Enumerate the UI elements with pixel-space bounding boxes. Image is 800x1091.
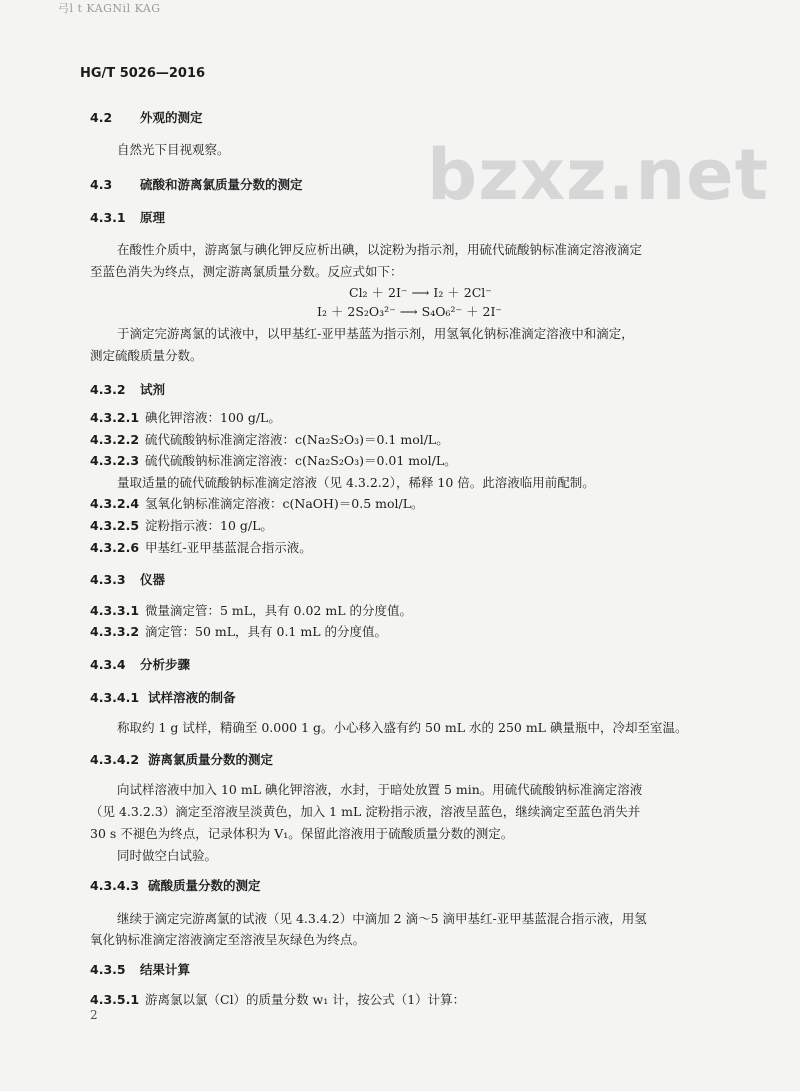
reaction-equation-2: I₂ ＋ 2S₂O₃²⁻ ⟶ S₄O₆²⁻ ＋ 2I⁻ xyxy=(317,304,503,319)
section-number: 4.3.2 xyxy=(90,382,126,397)
calculation-item xyxy=(90,990,465,1008)
section-title: 硫酸和游离氯质量分数的测定 xyxy=(140,177,303,192)
free-chlorine-text-line: 同时做空白试验。 xyxy=(117,848,218,863)
free-chlorine-text-line: 30 s 不褪色为终点，记录体积为 V₁。保留此溶液用于硫酸质量分数的测定。 xyxy=(90,826,514,841)
section-number: 4.3.4 xyxy=(90,657,126,672)
sample-prep-text: 称取约 1 g 试样，精确至 0.000 1 g。小心移入盛有约 50 mL 水的 250 mL 碘量瓶中，冷却至室温。 xyxy=(117,720,688,735)
item-text: 量取适量的硫代硫酸钠标准滴定溶液（见 4.3.2.2），稀释 10 倍。此溶液临用前配制。 xyxy=(117,475,595,490)
section-4-3-4-2-heading xyxy=(90,750,273,768)
item-text: 氢氧化钠标准滴定溶液：c(NaOH)＝0.5 mol/L。 xyxy=(145,496,424,511)
item-text: 游离氯以氯（Cl）的质量分数 w₁ 计，按公式（1）计算： xyxy=(145,992,466,1007)
section-4-3-4-3-heading xyxy=(90,876,261,894)
reagent-item xyxy=(90,516,273,534)
item-number: 4.3.2.5 xyxy=(90,518,140,533)
section-number: 4.3.4.1 xyxy=(90,690,140,705)
reagent-item-note xyxy=(117,473,595,491)
section-number: 4.2 xyxy=(90,110,113,125)
apparatus-item xyxy=(90,601,412,619)
section-title: 硫酸质量分数的测定 xyxy=(148,878,261,893)
section-number: 4.3.4.2 xyxy=(90,752,140,767)
section-4-2-text: 自然光下目视观察。 xyxy=(117,142,230,157)
principle-paragraph-line: 至蓝色消失为终点，测定游离氯质量分数。反应式如下： xyxy=(90,264,403,279)
reagent-item xyxy=(90,538,312,556)
item-text: 微量滴定管：5 mL，具有 0.02 mL 的分度值。 xyxy=(145,603,412,618)
item-number: 4.3.3.1 xyxy=(90,603,140,618)
page-number: 2 xyxy=(90,1008,98,1022)
item-number: 4.3.2.2 xyxy=(90,432,140,447)
section-number: 4.3.5 xyxy=(90,962,126,977)
section-4-3-4-1-heading xyxy=(90,688,236,706)
sulfuric-acid-text-line: 氧化钠标准滴定溶液滴定至溶液呈灰绿色为终点。 xyxy=(90,932,366,947)
section-title: 外观的测定 xyxy=(140,110,203,125)
item-text: 滴定管：50 mL，具有 0.1 mL 的分度值。 xyxy=(145,624,387,639)
item-text: 硫代硫酸钠标准滴定溶液：c(Na₂S₂O₃)＝0.1 mol/L。 xyxy=(145,432,449,447)
item-number: 4.3.2.4 xyxy=(90,496,140,511)
reaction-equation-1: Cl₂ ＋ 2I⁻ ⟶ I₂ ＋ 2Cl⁻ xyxy=(349,285,492,300)
item-text: 淀粉指示液：10 g/L。 xyxy=(145,518,273,533)
apparatus-item xyxy=(90,622,387,640)
item-number: 4.3.2.3 xyxy=(90,453,140,468)
section-4-3-3-heading xyxy=(90,570,165,588)
reagent-item xyxy=(90,494,424,512)
watermark: bzxz.net xyxy=(427,134,770,216)
section-title: 游离氯质量分数的测定 xyxy=(148,752,274,767)
section-title: 试剂 xyxy=(140,382,166,397)
section-4-2-heading xyxy=(90,108,203,126)
item-number: 4.3.2.1 xyxy=(90,410,140,425)
section-title: 结果计算 xyxy=(140,962,191,977)
section-4-3-5-heading xyxy=(90,960,190,978)
reagent-item xyxy=(90,408,281,426)
free-chlorine-text-line: 向试样溶液中加入 10 mL 碘化钾溶液，水封，于暗处放置 5 min。用硫代硫酸钠标准滴定溶液 xyxy=(117,782,643,797)
item-text: 硫代硫酸钠标准滴定溶液：c(Na₂S₂O₃)＝0.01 mol/L。 xyxy=(145,453,457,468)
item-text: 甲基红-亚甲基蓝混合指示液。 xyxy=(145,540,312,555)
principle-paragraph-line: 测定硫酸质量分数。 xyxy=(90,348,203,363)
item-text: 碘化钾溶液：100 g/L。 xyxy=(145,410,281,425)
principle-paragraph-line: 于滴定完游离氯的试液中，以甲基红-亚甲基蓝为指示剂，用氢氧化钠标准滴定溶液中和滴定， xyxy=(117,326,634,341)
section-title: 原理 xyxy=(140,210,166,225)
section-title: 仪器 xyxy=(140,572,166,587)
section-number: 4.3.4.3 xyxy=(90,878,140,893)
reagent-item xyxy=(90,451,457,469)
document-id: HG/T 5026—2016 xyxy=(80,66,206,81)
section-4-3-1-heading xyxy=(90,208,165,226)
free-chlorine-text-line: （见 4.3.2.3）滴定至溶液呈淡黄色，加入 1 mL 淀粉指示液，溶液呈蓝色，继续滴定至蓝色消失并 xyxy=(90,804,641,819)
sulfuric-acid-text-line: 继续于滴定完游离氯的试液（见 4.3.4.2）中滴加 2 滴～5 滴甲基红-亚甲基蓝混合指示液，用氢 xyxy=(117,911,647,926)
principle-paragraph-line: 在酸性介质中，游离氯与碘化钾反应析出碘，以淀粉为指示剂，用硫代硫酸钠标准滴定溶液滴定 xyxy=(117,242,643,257)
item-number: 4.3.2.6 xyxy=(90,540,140,555)
section-title: 试样溶液的制备 xyxy=(148,690,236,705)
section-number: 4.3.3 xyxy=(90,572,126,587)
top-scan-mark: 弓l t KAGNil KAG xyxy=(58,2,161,15)
section-number: 4.3 xyxy=(90,177,113,192)
item-number: 4.3.5.1 xyxy=(90,992,140,1007)
section-4-3-4-heading xyxy=(90,655,190,673)
item-number: 4.3.3.2 xyxy=(90,624,140,639)
reagent-item xyxy=(90,430,449,448)
section-title: 分析步骤 xyxy=(140,657,191,672)
section-number: 4.3.1 xyxy=(90,210,126,225)
section-4-3-2-heading xyxy=(90,380,165,398)
section-4-3-heading xyxy=(90,175,303,193)
